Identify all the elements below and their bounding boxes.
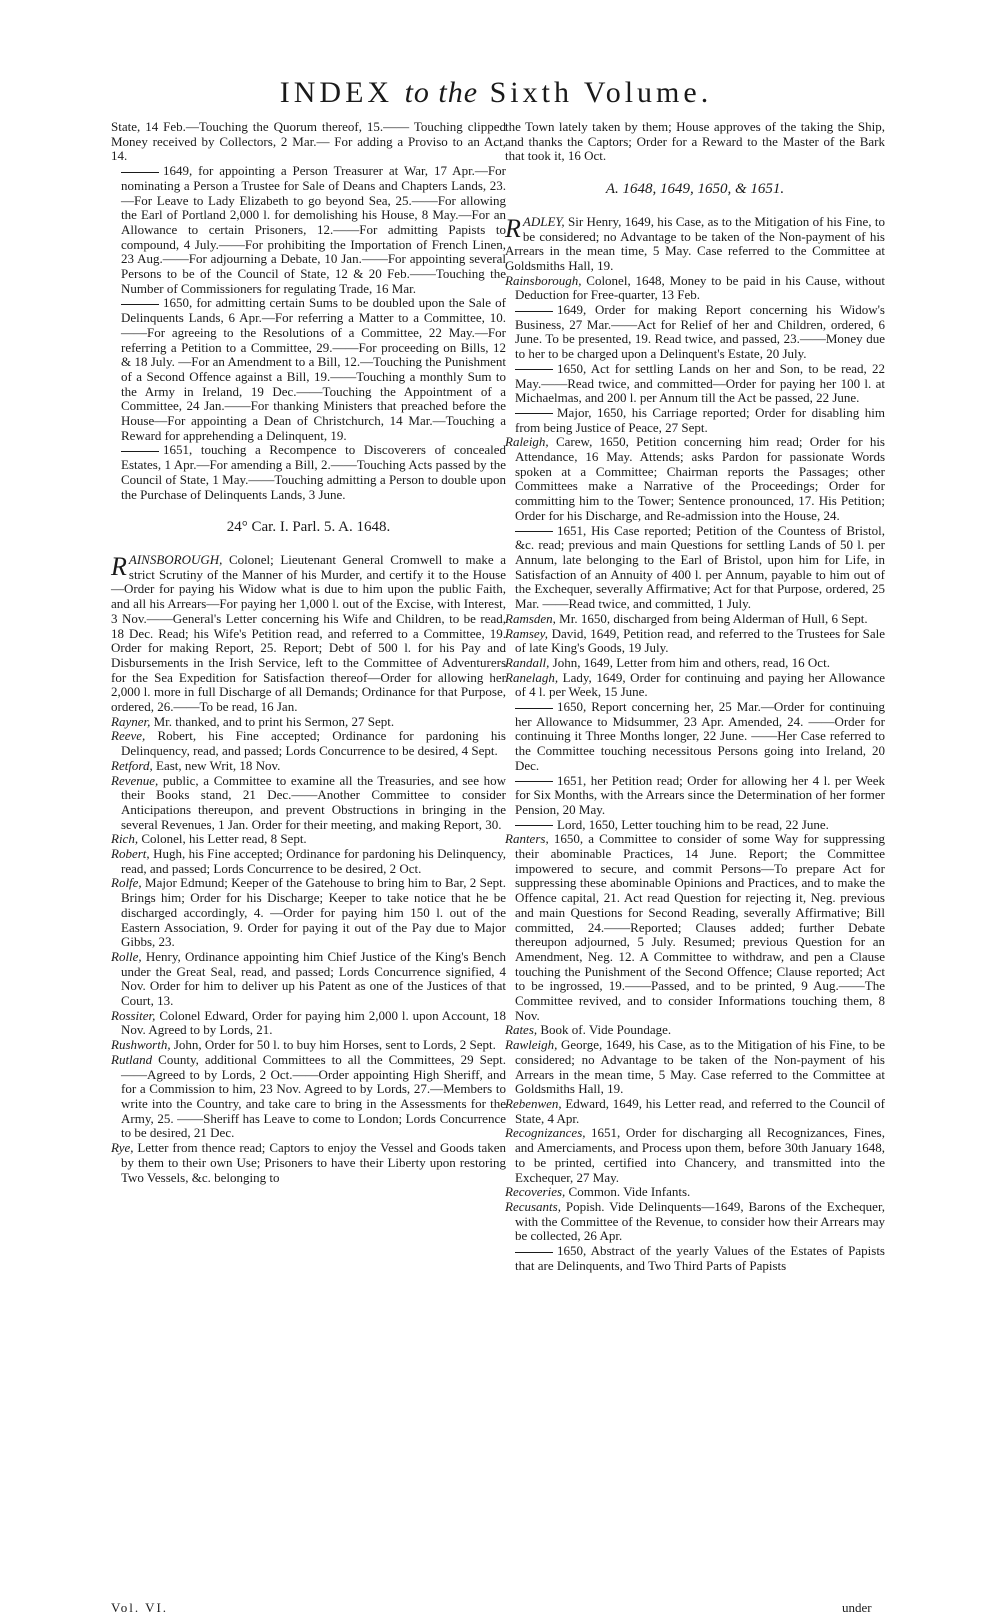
section-heading: 24° Car. I. Parl. 5. A. 1648. (226, 519, 391, 536)
entry-recusants: Recusants, Popish. Vide Delinquents—1649, Barons of the Exchequer, with the Committee of the Revenue, to consider how their Arrears may be collected, 26 Apr. (505, 1198, 885, 1244)
entry-sub: 1651, touching a Recompence to Discoverers of concealed Estates, 1 Apr.—For amending a Bill, 2.——Touching Acts passed by the Council of State, 1 May.——Touching admitting a Person to double upon the Purchase of Delinquents Lands, 3 June. (121, 442, 506, 502)
entry-sub: 1649, Order for making Report concerning his Widow's Business, 27 Mar.——Act for Relief of her and Children, ordered, 6 June. To be presented, 19. Read twice, and passed, 23.——Money due to her to be charged upon a Delinquent's Estate, 20 July. (515, 302, 885, 362)
rule-dash (515, 1252, 553, 1253)
entry-raleigh: Raleigh, Carew, 1650, Petition concerning him read; Order for his Attendance, 16 May. Attends; asks Pardon for passionate Words spoken at a Committee; Chairman reports the Passages; other Committees make a Narrative of the Proceedings; Order for committing him to the Tower; Sentence pronounced, 17. His Petition; Order for his Discharge, and Re-admission into the House, 24. (505, 434, 885, 523)
entry-sub: 1650, Act for settling Lands on her and Son, to be read, 22 May.——Read twice, and committed—Order for paying her 100 l. at Michaelmas, and 200 l. per Annum till the Act be passed, 22 June. (515, 360, 885, 406)
title-index: INDEX (279, 76, 394, 109)
rule-dash (515, 311, 553, 312)
entry-rutland: Rutland County, additional Committees to all the Committees, 29 Sept.——Agreed to by Lords, 2 Oct.——Order appointing High Sheriff, and for a Commission to him, 23 Nov. Agreed to by Lords, 27.—Members to write into the Country, and take care to bring in the Assessments for the Army, 25. ——Sheriff has Leave to come to London; Lords Concurrence to be desired, 21 Dec. (111, 1051, 506, 1141)
title-to-the: to the (404, 76, 479, 109)
title-volume: Sixth Volume. (489, 76, 713, 109)
page-title (0, 76, 992, 110)
entry-recoveries: Recoveries, Common. Vide Infants. (505, 1184, 691, 1200)
entry-rates: Rates, Book of. Vide Poundage. (505, 1022, 672, 1038)
entry-rolfe: Rolfe, Major Edmund; Keeper of the Gatehouse to bring him to Bar, 2 Sept. Brings him; Order for his Discharge; Keeper to take notice that he be discharged accordingly, 4. —Order for paying him 150 l. out of the Eastern Association, 9. Order for paying it out of the Pay due to Major Gibbs, 23. (111, 875, 506, 950)
rule-dash (515, 825, 553, 826)
entry-rushworth: Rushworth, John, Order for 50 l. to buy him Horses, sent to Lords, 2 Sept. (111, 1037, 496, 1053)
entry-revenue: Revenue, public, a Committee to examine all the Treasuries, and see how their Books stand, 21 Dec.——Another Committee to consider Anticipations thereupon, and prevent Obstructions in bringing in the several Revenues, 1 Jan. Order for their meeting, and making Report, 30. (111, 772, 506, 832)
rule-dash (515, 413, 553, 414)
rule-dash (121, 451, 159, 452)
entry-robert: Robert, Hugh, his Fine accepted; Ordinance for pardoning his Delinquency, read, and passed; Lords Concurrence to be desired, 2 Oct. (111, 846, 506, 876)
entry-rainsborough: Rainsborough, Colonel, 1648, Money to be paid in his Cause, without Deduction for Free-quarter, 13 Feb. (505, 272, 885, 303)
entry-sub: Lord, 1650, Letter touching him to be read, 22 June. (505, 818, 885, 833)
rule-dash (121, 304, 159, 305)
entry-sub: 1650, Abstract of the yearly Values of the Estates of Papists that are Delinquents, and Two Third Parts of Papists (515, 1243, 885, 1273)
entry-sub: 1650, for admitting certain Sums to be doubled upon the Sale of Delinquents Lands, 6 Apr.—For referring a Matter to a Committee, 10.——For agreeing to the Resolutions of a Committee, 22 May.—For referring a Petition to a Committee, 29.——For proceeding on Bills, 12 & 18 July. —For an Amendment to a Bill, 12.—Touching the Punishment of a Second Offence against a Bill, 19.——Touching a monthly Sum to the Army in Ireland, 19 Dec.——Touching the Appointment of a Committee, 24 Jan.——For thanking Ministers that preached before the House—For appointing a Dean of Christchurch, 14 Mar.—Touching a Reward for apprehending a Delinquent, 19. (121, 295, 506, 443)
entry-ramsden: Ramsden, Mr. 1650, discharged from being Alderman of Hull, 6 Sept. (505, 610, 868, 626)
entry-sub: 1649, for appointing a Person Treasurer at War, 17 Apr.—For nominating a Person a Trustee for Sale of Deans and Chapters Lands, 23.—For Leave to Lady Elizabeth to go beyond Sea, 25.——For allowing the Earl of Portland 2,000 l. for demolishing his House, 8 May.—For an Allowance to certain Prisoners, 12.——For admitting Papists to compound, 4 July.——For prohibiting the Importation of French Linen, 23 Aug.——For adjourning a Debate, 10 Jan.——For appointing several Persons to be of the Council of State, 12 & 20 Feb.——Touching the Number of Commissioners for regulating Trade, 16 Mar. (121, 163, 506, 296)
section-heading: A. 1648, 1649, 1650, & 1651. (605, 181, 785, 198)
entry-ranters: Ranters, 1650, a Committee to consider of some Way for suppressing their abominable Practices, 14 June. Report; the Committee impowered to secure, and commit Persons—To prepare Act for suppressing these abominable Opinions and Practices, and to make the Offence capital, 21. Act read Question for rejecting it, Neg. previous and main Questions for Second Reading, severally Affirmative; Bill committed, 24.——Reported; Clauses added; further Debate thereupon adjourned, 5 July. Resumed; previous Question for an Amendment, Neg. 12. A Committee to withdraw, and pen a Clause touching the Punishment of the Second Offence; Clause reported; Act to be ingrossed, 19.——Passed, and to be printed, 9 Aug.——The Committee revived, and to consider Informations touching them, 8 Nov. (505, 831, 885, 1023)
entry-rossiter: Rossiter, Colonel Edward, Order for paying him 2,000 l. upon Account, 18 Nov. Agreed to by Lords, 21. (111, 1007, 506, 1038)
entry-sub: 1650, Report concerning her, 25 Mar.—Order for continuing her Allowance to Midsummer, 23 Apr. Amended, 24. ——Order for continuing it Three Months longer, 22 June. ——Her Case referred to the Committee touching necessitous Persons going into Ireland, 20 Dec. (515, 699, 885, 773)
entry-rich: Rich, Colonel, his Letter read, 8 Sept. (111, 831, 307, 847)
entry-ranelagh: Ranelagh, Lady, 1649, Order for continuing and paying her Allowance of 4 l. per Week, 15 June. (505, 669, 885, 700)
left-column (111, 120, 506, 1185)
entry-text: the Town lately taken by them; House approves of the taking the Ship, and thanks the Captors; Order for a Reward to the Master of the Bark that took it, 16 Oct. (505, 119, 885, 164)
entry-reeve: Reeve, Robert, his Fine accepted; Ordinance for pardoning his Delinquency, read, and passed; Lords Concurrence to be desired, 4 Sept. (111, 728, 506, 759)
entry-rolle: Rolle, Henry, Ordinance appointing him Chief Justice of the King's Bench under the Great Seal, read, and passed; Lords Concurrence signified, 4 Nov. Order for him to deliver up his Patent as one of the Justices of that Court, 13. (111, 948, 506, 1009)
drop-initial: R (505, 213, 521, 243)
entry-radley: RADLEY, Sir Henry, 1649, his Case, as to the Mitigation of his Fine, to be considered; no Advantage to be taken of the Non-payment of his Arrears in the mean time, 5 May. Case referred to the Committee at Goldsmiths Hall, 19. (505, 213, 885, 273)
entry-retford: Retford, East, new Writ, 18 Nov. (111, 757, 281, 773)
entry-rainsborough: RAINSBOROUGH, Colonel; Lieutenant General Cromwell to make a strict Scrutiny of the Manner of his Murder, and certify it to the House—Order for paying his Widow what is due to him upon the public Faith, and all his Arrears—For paying her 1,000 l. out of the Excise, with Interest, 3 Nov.——General's Letter concerning his Wife and Children, to be read, 18 Dec. Read; his Wife's Petition read, and referred to a Committee, 19. Order for making Report, 25. Report; Debt of 500 l. for his Pay and Disbursements in the Irish Service, left to the Committee of Adventurers for the Sea Expedition for Satisfaction thereof—Order for allowing her 2,000 l. more in full Discharge of all Demands; Ordinance for that Purpose, ordered, 26.——To be read, 16 Jan. (111, 551, 506, 715)
entry-randall: Randall, John, 1649, Letter from him and others, read, 16 Oct. (505, 654, 830, 670)
entry-sub: 1651, His Case reported; Petition of the Countess of Bristol, &c. read; previous and main Questions for settling Lands of 50 l. per Annum, late belonging to the Earl of Bristol, upon him for Life, in Satisfaction of an Annuity of 400 l. per Annum, payable to him out of the Exchequer, severally Affirmative; Act for that Purpose, ordered, 25 Mar. ——Read twice, and committed, 1 July. (515, 522, 885, 612)
rule-dash (515, 531, 553, 532)
rule-dash (121, 172, 159, 173)
entry-rayner: Rayner, Mr. thanked, and to print his Sermon, 27 Sept. (111, 713, 395, 729)
entry-ramsey: Ramsey, David, 1649, Petition read, and referred to the Trustees for Sale of late King's Goods, 19 July. (505, 625, 885, 656)
rule-dash (515, 369, 553, 370)
right-column (505, 120, 885, 1273)
entry-text: State, 14 Feb.—Touching the Quorum thereof, 15.—— Touching clipped Money received by Collectors, 2 Mar.— For adding a Proviso to an Act, 14. (111, 119, 506, 164)
entry-sub: 1651, her Petition read; Order for allowing her 4 l. per Week for Six Months, with the Arrears since the Determination of her former Pension, 20 May. (515, 772, 885, 817)
rule-dash (515, 781, 553, 782)
volume-signature: Vol. VI. (111, 1600, 169, 1615)
entry-rye: Rye, Letter from thence read; Captors to enjoy the Vessel and Goods taken by them to their own Use; Prisoners to have their Liberty upon restoring Two Vessels, &c. belonging to (111, 1140, 506, 1185)
rule-dash (515, 708, 553, 709)
entry-rawleigh: Rawleigh, George, 1649, his Case, as to the Mitigation of his Fine, to be considered; no Advantage to be taken of the Non-payment of his Arrears in the mean time, 5 May. Case referred to the Committee at Goldsmiths Hall, 19. (505, 1037, 885, 1097)
entry-recognizances: Recognizances, 1651, Order for discharging all Recognizances, Fines, and Amerciaments, and Process upon them, before 30th January 1648, to be printed, certified into Chancery, and transmitted into the Exchequer, 27 May. (505, 1125, 885, 1185)
drop-initial: R (111, 551, 127, 581)
entry-sub: Major, 1650, his Carriage reported; Order for disabling him from being Justice of Peace, 27 Sept. (515, 404, 885, 435)
entry-rebenwen: Rebenwen, Edward, 1649, his Letter read, and referred to the Council of State, 4 Apr. (505, 1096, 885, 1126)
catchword: under (842, 1600, 872, 1615)
